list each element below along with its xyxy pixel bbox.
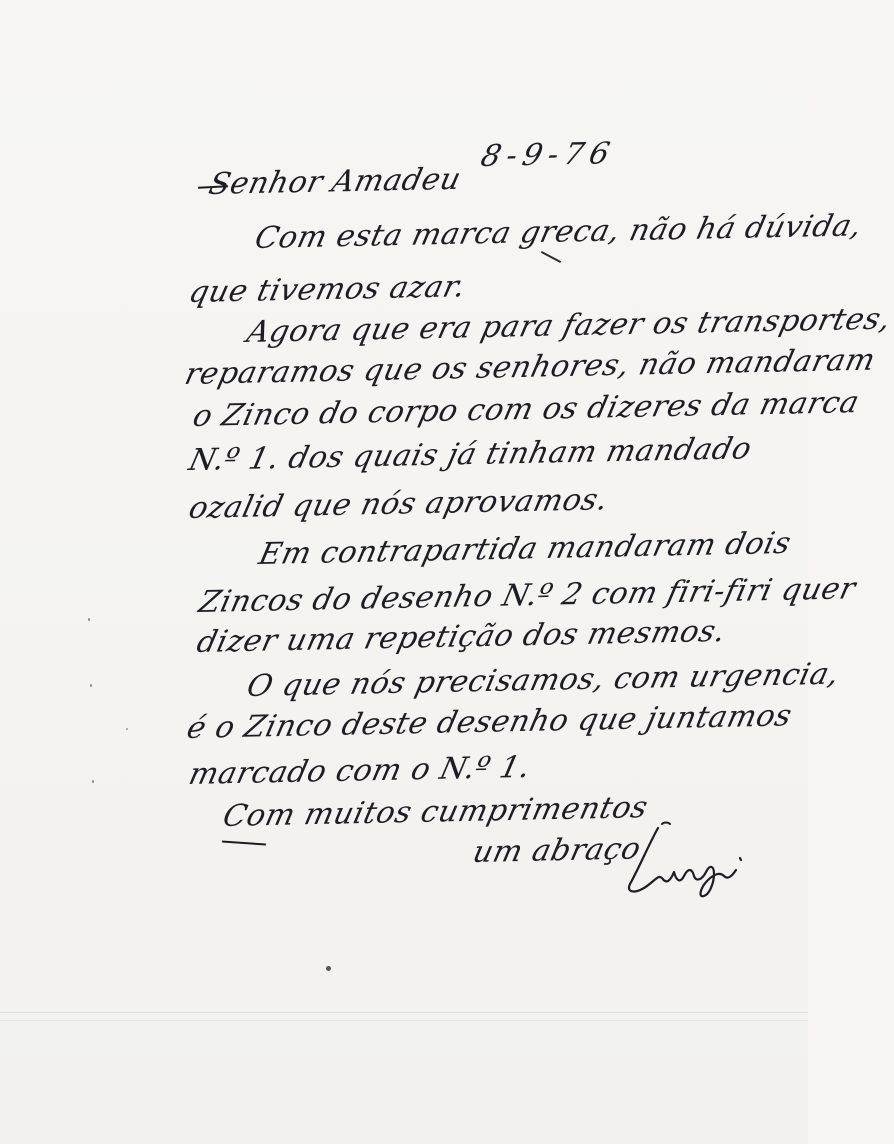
- handwritten-signature: [618, 818, 768, 898]
- closing-underline: [222, 840, 266, 845]
- body-line-9: Zincos do desenho N.º 2 com firi-firi quer: [195, 571, 860, 620]
- paper-fold-line: [0, 1020, 808, 1021]
- letter-date: 8-9-76: [477, 136, 619, 174]
- body-line-4: reparamos que os senhores, não mandaram: [181, 342, 879, 392]
- letter-sign-off: um abraço: [469, 831, 645, 870]
- body-line-8: Em contrapartida mandaram dois: [255, 525, 795, 572]
- ink-speck: [88, 618, 90, 621]
- ink-speck: [92, 780, 94, 783]
- body-line-5: o Zinco do corpo com os dizeres da marca: [189, 385, 863, 434]
- body-line-1: Com esta marca greca, não há dúvida,: [251, 208, 866, 256]
- body-line-6: N.º 1. dos quais já tinham mandado: [185, 431, 756, 478]
- ink-speck: [326, 966, 331, 971]
- body-line-12: é o Zinco deste desenho que juntamos: [183, 698, 796, 746]
- body-line-3: Agora que era para fazer os transportes,: [243, 301, 894, 350]
- ink-speck: [90, 684, 92, 687]
- letter-greeting: Senhor Amadeu: [205, 161, 465, 202]
- body-line-10: dizer uma repetição dos mesmos.: [193, 614, 730, 660]
- ink-speck: [126, 728, 128, 730]
- paper-fold-line: [0, 1012, 808, 1013]
- body-line-2: que tivemos azar.: [185, 269, 470, 310]
- body-line-7: ozalid que nós aprovamos.: [185, 482, 612, 526]
- letter-closing: Com muitos cumprimentos: [219, 790, 652, 834]
- pen-stroke-mark: [541, 251, 561, 263]
- body-line-13: marcado com o N.º 1.: [185, 749, 534, 792]
- body-line-11: O que nós precisamos, com urgencia,: [243, 656, 843, 704]
